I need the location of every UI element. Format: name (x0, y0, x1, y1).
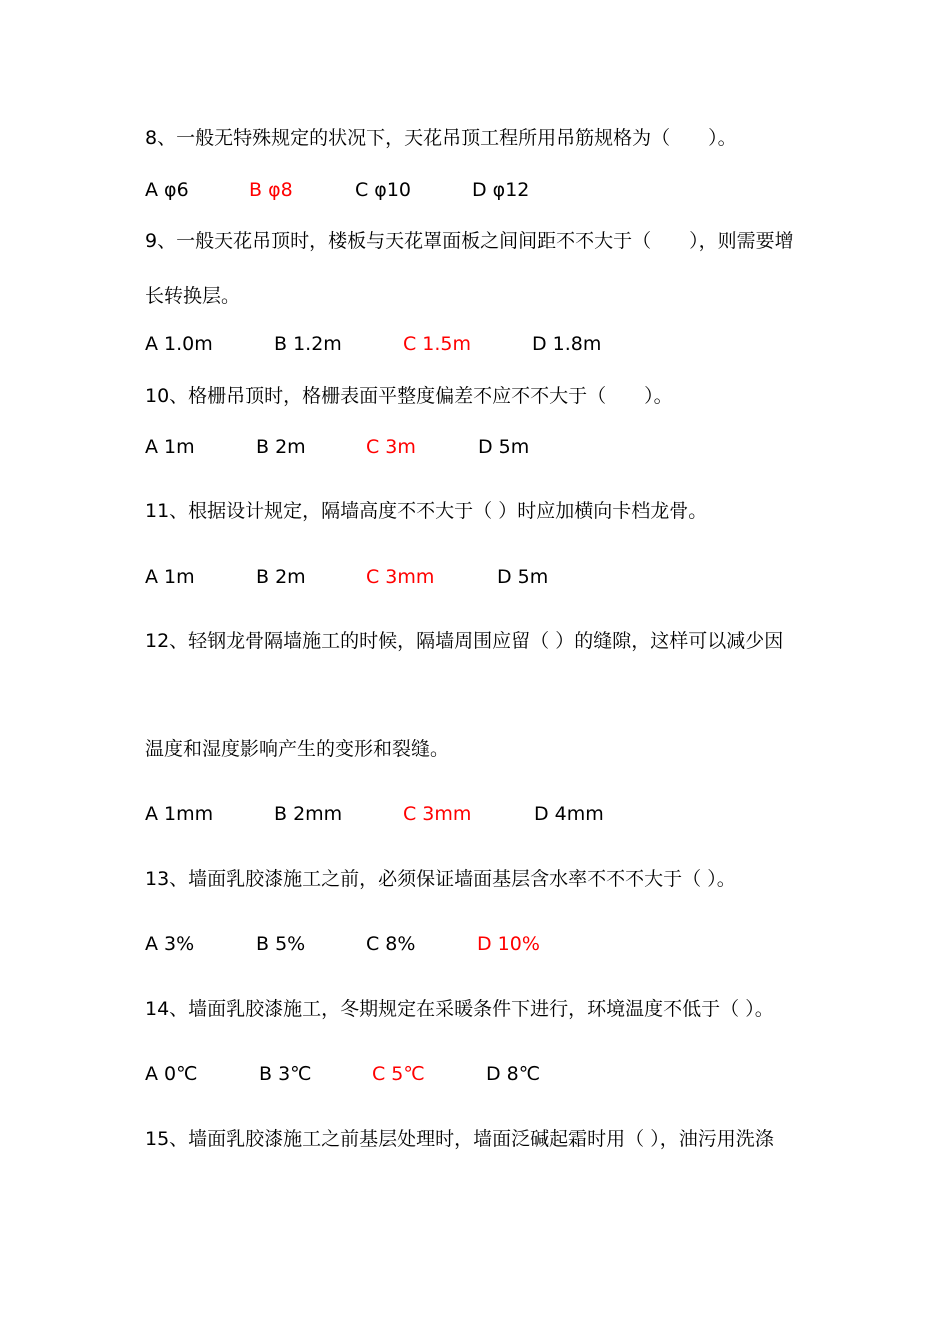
question-11-text: 11、根据设计规定，隔墙高度不不大于（ ）时应加横向卡档龙骨。 (145, 500, 708, 522)
question-9-option-a: A 1.0m (145, 333, 213, 355)
question-8-option-b-answer: B φ8 (249, 179, 293, 201)
question-13-text: 13、墙面乳胶漆施工之前，必须保证墙面基层含水率不不不大于（ ）。 (145, 868, 736, 890)
question-10-option-b: B 2m (256, 436, 306, 458)
question-8-option-c: C φ10 (355, 179, 412, 201)
question-11-option-c-answer: C 3mm (366, 566, 435, 588)
question-8-text: 8、一般无特殊规定的状况下，天花吊顶工程所用吊筋规格为（ ）。 (145, 127, 737, 149)
question-13-option-b: B 5% (256, 933, 306, 955)
question-13-option-d-answer: D 10% (477, 933, 540, 955)
question-12-option-a: A 1mm (145, 803, 214, 825)
question-12-option-d: D 4mm (534, 803, 604, 825)
question-9-option-d: D 1.8m (532, 333, 602, 355)
question-13-option-c: C 8% (366, 933, 416, 955)
question-10-option-a: A 1m (145, 436, 195, 458)
question-8-option-d: D φ12 (472, 179, 530, 201)
question-12-text-line-2: 温度和湿度影响产生的变形和裂缝。 (145, 738, 450, 760)
question-14-option-a: A 0℃ (145, 1063, 198, 1085)
question-11-option-d: D 5m (497, 566, 549, 588)
question-14-text: 14、墙面乳胶漆施工，冬期规定在采暖条件下进行，环境温度不低于（ ）。 (145, 998, 774, 1020)
question-14-option-b: B 3℃ (259, 1063, 312, 1085)
question-12-option-c-answer: C 3mm (403, 803, 472, 825)
question-10-option-c-answer: C 3m (366, 436, 416, 458)
question-14-option-d: D 8℃ (486, 1063, 541, 1085)
question-11-option-b: B 2m (256, 566, 306, 588)
question-14-option-c-answer: C 5℃ (372, 1063, 425, 1085)
question-9-option-b: B 1.2m (274, 333, 342, 355)
question-10-text: 10、格栅吊顶时，格栅表面平整度偏差不应不不大于（ ）。 (145, 385, 673, 407)
question-13-option-a: A 3% (145, 933, 195, 955)
question-10-option-d: D 5m (478, 436, 530, 458)
question-15-text: 15、墙面乳胶漆施工之前基层处理时，墙面泛碱起霜时用（ ），油污用洗涤 (145, 1128, 774, 1150)
question-12-text-line-1: 12、轻钢龙骨隔墙施工的时候，隔墙周围应留（ ）的缝隙，这样可以减少因 (145, 630, 784, 652)
question-12-option-b: B 2mm (274, 803, 343, 825)
question-8-option-a: A φ6 (145, 179, 189, 201)
question-11-option-a: A 1m (145, 566, 195, 588)
question-9-text-line-2: 长转换层。 (145, 285, 241, 307)
question-9-text-line-1: 9、一般天花吊顶时，楼板与天花罩面板之间间距不不大于（ ），则需要增 (145, 230, 794, 252)
question-9-option-c-answer: C 1.5m (403, 333, 472, 355)
